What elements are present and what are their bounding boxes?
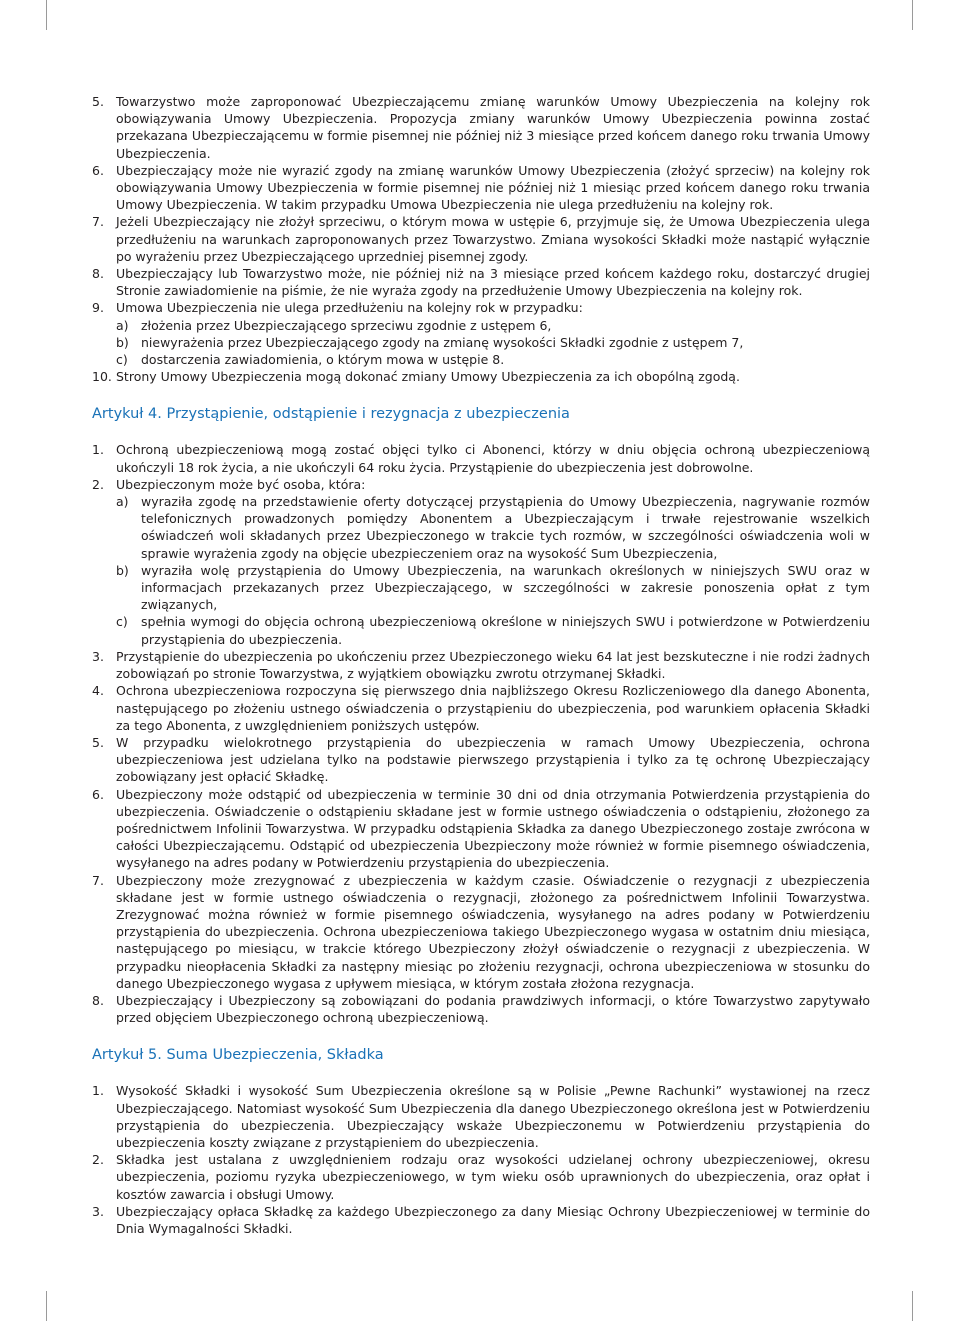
item-text: W przypadku wielokrotnego przystąpienia do ubezpieczenia w ramach Umowy Ubezpieczenia, ochrona ubezpieczeniowa jest udzielana tylko na podstawie pierwszego przystąpienia i tylko za tę ochronę Ubezpieczający zobowiązany jest opłacić Składkę. — [116, 734, 870, 785]
item-number: 4. — [92, 683, 104, 699]
list-item — [92, 476, 870, 648]
item-number: 7. — [92, 214, 104, 230]
item-number: 6. — [92, 162, 104, 178]
list-item — [92, 872, 870, 992]
list-item — [92, 299, 870, 368]
crop-mark — [912, 0, 913, 30]
sub-item-letter: a) — [116, 494, 129, 510]
item-number: 8. — [92, 992, 104, 1008]
list-item — [92, 162, 870, 214]
item-number: 5. — [92, 734, 104, 750]
item-text: Ubezpieczający lub Towarzystwo może, nie później niż na 3 miesiące przed końcem każdego roku, dostarczyć drugiej Stronie zawiadomienie na piśmie, że nie wyraża zgody na przedłużenie Umowy Ubezpieczenia na kolejny rok. — [116, 266, 870, 299]
item-number: 7. — [92, 872, 104, 888]
sub-item — [116, 351, 870, 368]
item-text: Ubezpieczony może odstąpić od ubezpieczenia w terminie 30 dni od dnia otrzymania Potwierdzenia przystąpienia do ubezpieczenia. Oświadczenie o odstąpieniu składane jest w formie ustnego oświadczenia o odstąpieniu, złożonego za pośrednictwem Infolinii Towarzystwa. W przypadku odstąpienia Składka za danego Ubezpieczonego zostaje zwrócona w całości Ubezpieczającemu. Odstąpić od ubezpieczenia Ubezpieczony może również w formie pisemnego oświadczenia, wysyłanego na adres podany w Potwierdzeniu przystąpienia do ubezpieczenia. — [116, 786, 870, 871]
item-text: Jeżeli Ubezpieczający nie złożył sprzeciwu, o którym mowa w ustępie 6, przyjmuje się, że Umowa Ubezpieczenia ulega przedłużeniu na warunkach zaproponowanych przez Towarzystwo. Zmiana wysokości Składki może nastąpić wyłącznie po wyrażeniu przez Ubezpieczającego uprzedniej pisemnej zgody. — [116, 214, 870, 264]
list-item — [92, 1082, 870, 1151]
sub-item-text: spełnia wymogi do objęcia ochroną ubezpieczeniową określone w niniejszych SWU i potwierdzone w Potwierdzeniu przystąpienia do ubezpieczenia. — [141, 614, 870, 647]
item-text: Ubezpieczonym może być osoba, która: — [116, 476, 366, 492]
item-text: Ubezpieczający opłaca Składkę za każdego Ubezpieczonego za dany Miesiąc Ochrony Ubezpieczeniowej w terminie do Dnia Wymagalności Składki. — [116, 1203, 870, 1236]
item-text: Przystąpienie do ubezpieczenia po ukończeniu przez Ubezpieczonego wieku 64 lat jest bezskuteczne i nie rodzi żadnych zobowiązań po stronie Towarzystwa, z wyjątkiem obowiązku zwrotu otrzymanej Składki. — [116, 648, 870, 682]
item-text: Umowa Ubezpieczenia nie ulega przedłużeniu na kolejny rok w przypadku: — [116, 300, 583, 316]
list-item — [92, 368, 870, 385]
sub-item — [116, 493, 870, 562]
item-number: 10. — [92, 369, 112, 385]
item-number: 9. — [92, 300, 104, 316]
item-number: 5. — [92, 94, 104, 109]
item-number: 3. — [92, 1203, 104, 1219]
crop-mark — [46, 0, 47, 30]
section — [92, 93, 870, 385]
section — [92, 404, 870, 1026]
document-body — [92, 93, 870, 1237]
sub-item-letter: a) — [116, 317, 129, 333]
list-item — [92, 1203, 870, 1237]
list-item — [92, 734, 870, 786]
sub-item-text: złożenia przez Ubezpieczającego sprzeciwu zgodnie z ustępem 6, — [141, 317, 552, 333]
list-item — [92, 1151, 870, 1203]
sub-item — [116, 334, 870, 351]
sub-item-letter: b) — [116, 562, 129, 578]
list-item — [92, 93, 870, 162]
sub-item — [116, 562, 870, 614]
sub-item — [116, 613, 870, 647]
sub-item-text: wyraziła wolę przystąpienia do Umowy Ubezpieczenia, na warunkach określonych w niniejszych SWU oraz w informacjach przekazanych przez Ubezpieczającego, w szczególności w zakresie ponoszenia opłat z tym związanych, — [141, 562, 870, 613]
list-item — [92, 682, 870, 734]
list-item — [92, 213, 870, 265]
list-item — [92, 265, 870, 299]
list-item — [92, 648, 870, 682]
crop-mark — [46, 1291, 47, 1321]
item-number: 8. — [92, 266, 104, 282]
item-text: Ubezpieczający może nie wyrazić zgody na zmianę warunków Umowy Ubezpieczenia (złożyć sprzeciw) na kolejny rok obowiązywania Umowy Ubezpieczenia w formie pisemnej nie później niż 1 miesiąc przed końcem danego roku trwania Umowy Ubezpieczenia. W takim przypadku Umowa Ubezpieczenia nie ulega przedłużeniu na kolejny rok. — [116, 162, 870, 213]
sub-item-letter: c) — [116, 352, 128, 368]
sub-item-text: niewyrażenia przez Ubezpieczającego zgody na zmianę wysokości Składki zgodnie z ustępem 7, — [141, 334, 744, 350]
item-number: 2. — [92, 1152, 104, 1168]
list-item — [92, 786, 870, 872]
sub-item-text: dostarczenia zawiadomienia, o którym mowa w ustępie 8. — [141, 352, 505, 368]
item-number: 2. — [92, 476, 104, 492]
list-item — [92, 441, 870, 475]
item-text: Wysokość Składki i wysokość Sum Ubezpieczenia określone są w Polisie „Pewne Rachunki” wystawionej na rzecz Ubezpieczającego. Natomiast wysokość Sum Ubezpieczenia dla danego Ubezpieczonego określona jest w Potwierdzeniu przystąpienia do ubezpieczenia. Ubezpieczający wskaże Ubezpieczonemu w Potwierdzeniu przystąpienia do ubezpieczenia koszty związane z przystąpieniem do ubezpieczenia. — [116, 1083, 870, 1150]
sub-item-text: wyraziła zgodę na przedstawienie oferty dotyczącej przystąpienia do Umowy Ubezpieczenia, nagrywanie rozmów telefonicznych prowadzonych pomiędzy Abonentem a Ubezpieczającym i trwałe rejestrowanie wszelkich oświadczeń woli składanych przez Ubezpieczonego w trakcie tych rozmów, w szczególności oświadczenia woli w sprawie wyrażenia zgody na objęcie ubezpieczeniem oraz na wysokość Sum Ubezpieczenia, — [141, 494, 870, 561]
article-heading: Artykuł 5. Suma Ubezpieczenia, Składka — [92, 1047, 384, 1064]
sub-item-letter: c) — [116, 614, 128, 630]
article-heading: Artykuł 4. Przystąpienie, odstąpienie i rezygnacja z ubezpieczenia — [92, 406, 570, 423]
list-item — [92, 992, 870, 1026]
item-number: 3. — [92, 648, 104, 664]
item-number: 1. — [92, 442, 104, 458]
crop-mark — [912, 1291, 913, 1321]
item-text: Ubezpieczony może zrezygnować z ubezpieczenia w każdym czasie. Oświadczenie o rezygnacji z ubezpieczenia składane jest w formie ustnego oświadczenia o rezygnacji, złożonego za pośrednictwem Infolinii Towarzystwa. Zrezygnować można również w formie pisemnego oświadczenia, wysyłanego na adres podany w Potwierdzeniu przystąpienia do ubezpieczenia. Ochrona ubezpieczeniowa takiego Ubezpieczonego wygasa w ostatnim dniu miesiąca, następującego po miesiącu, w trakcie którego Ubezpieczony złożył oświadczenie o rezygnacji z ubezpieczenia. W przypadku nieopłacenia Składki za następny miesiąc po złożeniu rezygnacji, ochrona ubezpieczeniowa w stosunku do danego Ubezpieczonego wygasa z upływem miesiąca, w którym została złożona rezygnacja. — [116, 872, 870, 991]
item-text: Ubezpieczający i Ubezpieczony są zobowiązani do podania prawdziwych informacji, o które Towarzystwo zapytywało przed objęciem Ubezpieczonego ochroną ubezpieczeniową. — [116, 992, 870, 1026]
item-text: Składka jest ustalana z uwzględnieniem rodzaju oraz wysokości udzielanej ochrony ubezpieczeniowej, okresu ubezpieczenia, poziomu ryzyka ubezpieczeniowego, w tym wieku osób uprawnionych do ubezpieczenia, oraz opłat i kosztów zawarcia i obsługi Umowy. — [116, 1152, 870, 1202]
sub-item-letter: b) — [116, 334, 129, 350]
item-text: Strony Umowy Ubezpieczenia mogą dokonać zmiany Umowy Ubezpieczenia za ich obopólną zgodą. — [116, 369, 740, 385]
item-text: Ochroną ubezpieczeniową mogą zostać objęci tylko ci Abonenci, którzy w dniu objęcia ochroną ubezpieczeniową ukończyli 18 rok życia, a nie ukończyli 64 roku życia. Przystąpienie do ubezpieczenia jest dobrowolne. — [116, 442, 870, 475]
item-text: Ochrona ubezpieczeniowa rozpoczyna się pierwszego dnia najbliższego Okresu Rozliczeniowego dla danego Abonenta, następującego po złożeniu ustnego oświadczenia o przystąpieniu do ubezpieczenia, pod warunkiem opłacenia Składki za tego Abonenta, z uwzględnieniem poniższych ustępów. — [116, 683, 870, 733]
item-text: Towarzystwo może zaproponować Ubezpieczającemu zmianę warunków Umowy Ubezpieczenia na kolejny rok obowiązywania Umowy Ubezpieczenia. Propozycja zmiany warunków Umowy Ubezpieczenia powinna zostać przekazana Ubezpieczającemu w formie pisemnej nie później niż 3 miesiące przed końcem danego roku trwania Umowy Ubezpieczenia. — [116, 94, 870, 161]
sub-item — [116, 317, 870, 334]
item-number: 6. — [92, 786, 104, 802]
item-number: 1. — [92, 1083, 104, 1099]
section — [92, 1045, 870, 1237]
